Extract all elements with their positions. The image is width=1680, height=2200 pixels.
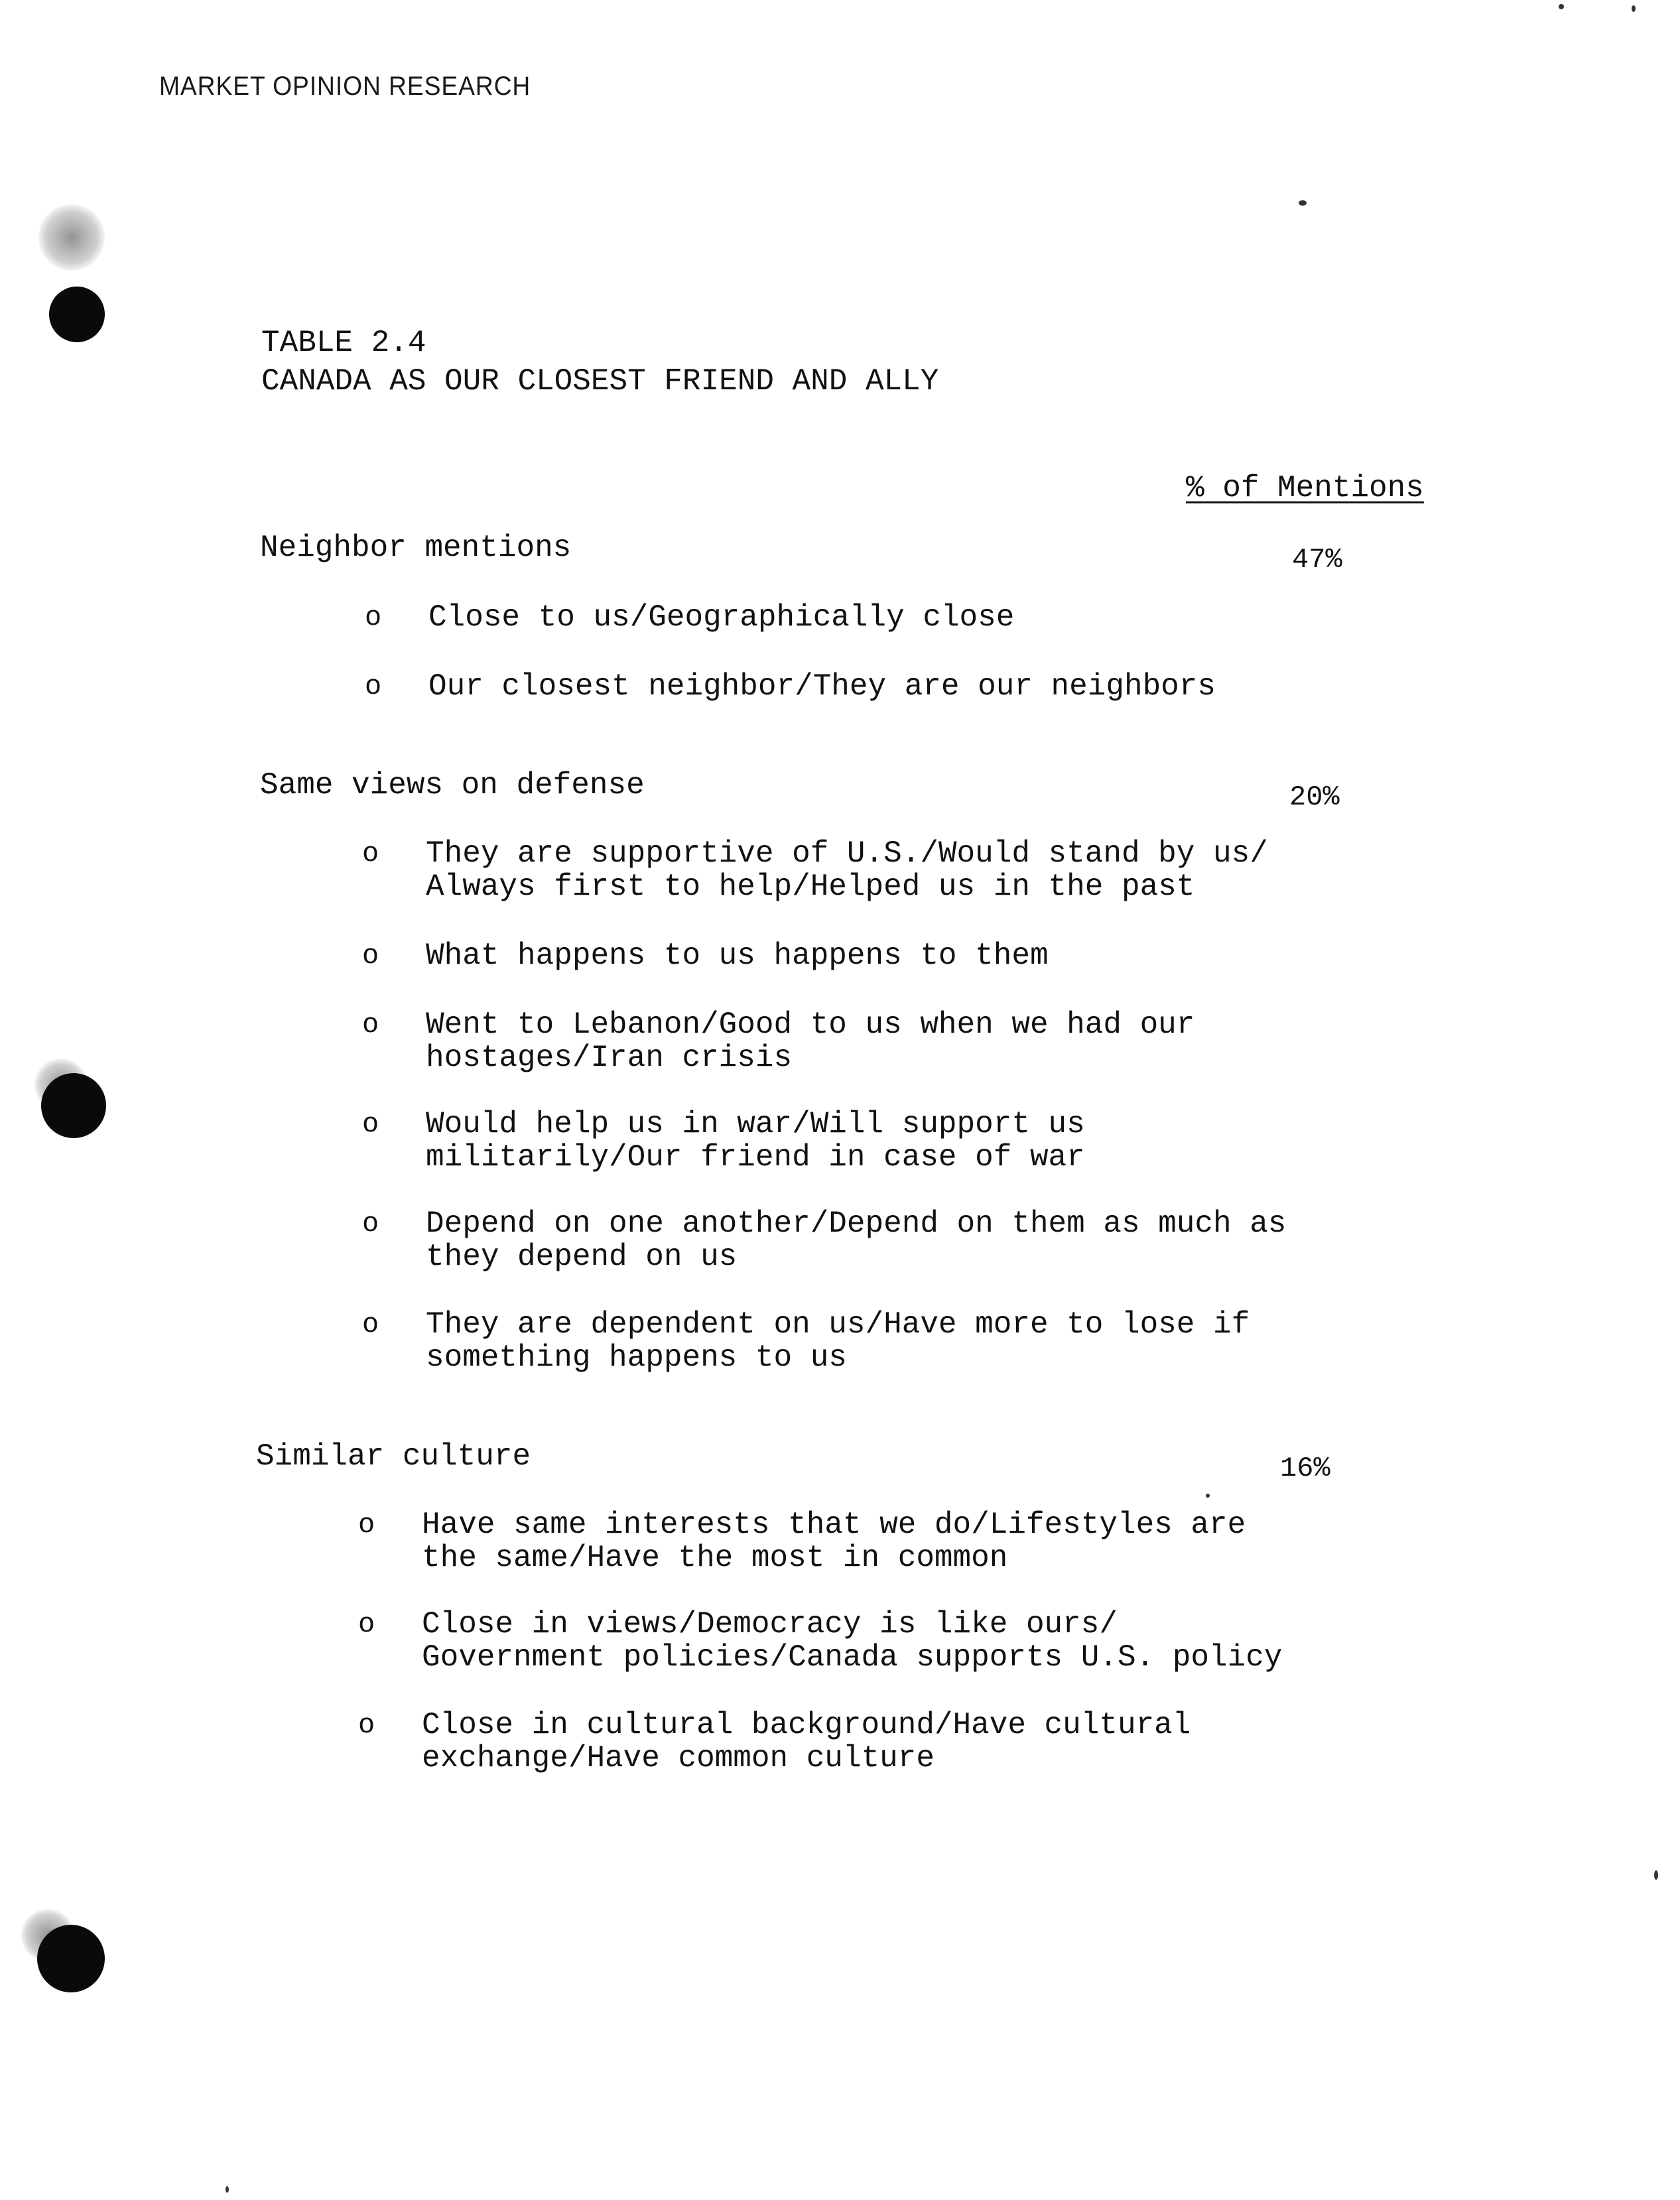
bullet-icon: o bbox=[365, 602, 382, 633]
list-item: o Would help us in war/Will support us militarily/Our friend in case of war bbox=[362, 1107, 1085, 1175]
bullet-icon: o bbox=[365, 671, 382, 702]
section-title-same-views-on-defense: Same views on defense bbox=[260, 768, 645, 803]
bullet-icon: o bbox=[362, 1009, 379, 1041]
list-item: o What happens to us happens to them bbox=[362, 938, 1049, 973]
list-item: o Close in cultural background/Have cultural exchange/Have common culture bbox=[358, 1708, 1191, 1776]
bullet-icon: o bbox=[362, 1108, 379, 1140]
punch-hole-bottom bbox=[37, 1925, 105, 1992]
bullet-icon: o bbox=[358, 1709, 375, 1741]
bullet-icon: o bbox=[362, 1208, 379, 1240]
bullet-icon: o bbox=[358, 1608, 375, 1640]
scan-speck bbox=[226, 2186, 229, 2193]
section-title-neighbor-mentions: Neighbor mentions bbox=[260, 531, 572, 565]
bullet-icon: o bbox=[362, 940, 379, 972]
section-percent-same-views-on-defense: 20% bbox=[1289, 781, 1340, 813]
section-title-similar-culture: Similar culture bbox=[256, 1439, 531, 1474]
section-percent-similar-culture: 16% bbox=[1280, 1453, 1330, 1484]
list-item: o They are supportive of U.S./Would stand by us/ Always first to help/Helped us in the past bbox=[362, 836, 1268, 904]
punch-hole-middle bbox=[41, 1073, 106, 1138]
list-item: o They are dependent on us/Have more to lose if something happens to us bbox=[362, 1307, 1250, 1375]
punch-hole-halo-top bbox=[38, 204, 105, 271]
table-title: CANADA AS OUR CLOSEST FRIEND AND ALLY bbox=[261, 364, 939, 399]
table-heading bbox=[261, 324, 938, 401]
scan-speck bbox=[1632, 5, 1636, 12]
section-percent-neighbor-mentions: 47% bbox=[1292, 544, 1342, 576]
table-number: TABLE 2.4 bbox=[261, 326, 426, 360]
scan-speck bbox=[1299, 200, 1307, 206]
bullet-icon: o bbox=[362, 1309, 379, 1340]
bullet-icon: o bbox=[358, 1509, 375, 1541]
list-item: o Have same interests that we do/Lifestyles are the same/Have the most in common bbox=[358, 1508, 1246, 1575]
scan-speck bbox=[1654, 1870, 1658, 1880]
list-item: o Close in views/Democracy is like ours/ Government policies/Canada supports U.S. policy bbox=[358, 1607, 1283, 1675]
letterhead: MARKET OPINION RESEARCH bbox=[159, 72, 531, 101]
list-item: o Our closest neighbor/They are our neighbors bbox=[365, 669, 1216, 704]
scan-speck bbox=[1206, 1494, 1210, 1498]
scan-speck bbox=[1559, 4, 1564, 9]
list-item: o Went to Lebanon/Good to us when we had our hostages/Iran crisis bbox=[362, 1007, 1195, 1075]
punch-hole-top bbox=[49, 287, 105, 342]
column-header-percent-of-mentions: % of Mentions bbox=[1186, 471, 1424, 505]
bullet-icon: o bbox=[362, 838, 379, 870]
list-item: o Close to us/Geographically close bbox=[365, 600, 1015, 635]
list-item: o Depend on one another/Depend on them as much as they depend on us bbox=[362, 1206, 1287, 1274]
